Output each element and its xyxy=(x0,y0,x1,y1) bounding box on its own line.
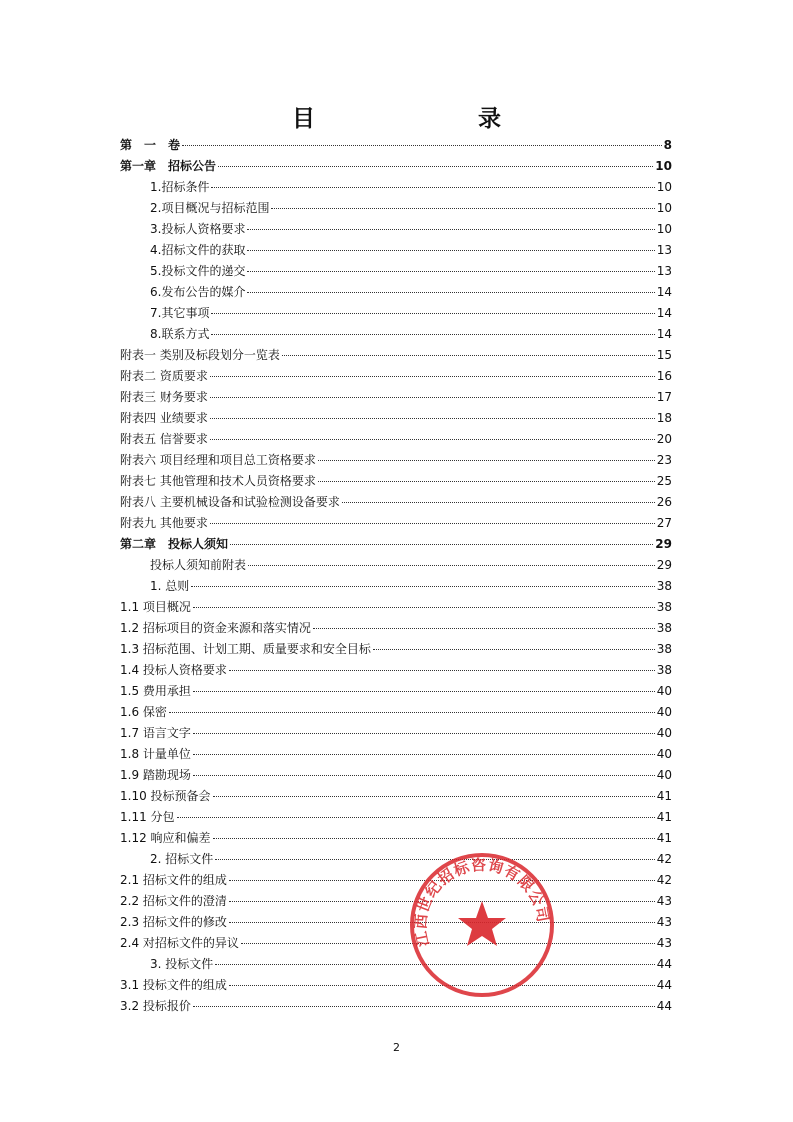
toc-leader-dots xyxy=(193,775,655,776)
toc-entry-page: 13 xyxy=(656,243,672,257)
toc-leader-dots xyxy=(282,355,655,356)
toc-entry[interactable] xyxy=(120,472,672,493)
toc-entry-label: 1.7 语言文字 xyxy=(120,726,191,740)
toc-entry-label: 1.8 计量单位 xyxy=(120,747,191,761)
toc-leader-dots xyxy=(211,334,654,335)
toc-entry-label: 3.2 投标报价 xyxy=(120,999,191,1013)
toc-entry-label: 4.招标文件的获取 xyxy=(150,243,246,257)
toc-entry[interactable] xyxy=(120,850,672,871)
toc-entry[interactable] xyxy=(120,535,672,556)
toc-entry-label: 6.发布公告的媒介 xyxy=(150,285,246,299)
toc-entry-page: 10 xyxy=(656,201,672,215)
toc-entry-label: 1.招标条件 xyxy=(150,180,210,194)
toc-entry[interactable] xyxy=(120,934,672,955)
toc-entry-label: 附表四 业绩要求 xyxy=(120,411,208,425)
toc-entry-label: 3.投标人资格要求 xyxy=(150,222,246,236)
toc-entry-label: 附表六 项目经理和项目总工资格要求 xyxy=(120,453,316,467)
toc-entry-label: 2.3 招标文件的修改 xyxy=(120,915,227,929)
toc-entry[interactable] xyxy=(120,430,672,451)
toc-leader-dots xyxy=(271,208,654,209)
toc-entry[interactable] xyxy=(120,640,672,661)
toc-entry-page: 43 xyxy=(656,894,672,908)
toc-entry-page: 18 xyxy=(656,411,672,425)
toc-entry[interactable] xyxy=(120,178,672,199)
toc-entry-page: 42 xyxy=(656,852,672,866)
toc-entry-label: 1.2 招标项目的资金来源和落实情况 xyxy=(120,621,311,635)
toc-leader-dots xyxy=(230,544,653,545)
toc-entry-page: 13 xyxy=(656,264,672,278)
toc-entry-label: 2.4 对招标文件的异议 xyxy=(120,936,239,950)
toc-leader-dots xyxy=(247,250,654,251)
toc-entry-label: 1.4 投标人资格要求 xyxy=(120,663,227,677)
toc-entry[interactable] xyxy=(120,262,672,283)
toc-entry-label: 3.1 投标文件的组成 xyxy=(120,978,227,992)
toc-entry-label: 1.12 响应和偏差 xyxy=(120,831,211,845)
toc-entry-page: 40 xyxy=(656,684,672,698)
toc-leader-dots xyxy=(211,187,654,188)
toc-entry[interactable] xyxy=(120,346,672,367)
toc-leader-dots xyxy=(229,670,655,671)
toc-entry-page: 41 xyxy=(656,789,672,803)
toc-entry[interactable] xyxy=(120,745,672,766)
toc-entry-label: 附表八 主要机械设备和试验检测设备要求 xyxy=(120,495,340,509)
toc-entry-label: 2.1 招标文件的组成 xyxy=(120,873,227,887)
toc-entry-label: 1.1 项目概况 xyxy=(120,600,191,614)
toc-leader-dots xyxy=(193,1006,655,1007)
toc-entry-page: 15 xyxy=(656,348,672,362)
toc-leader-dots xyxy=(211,313,654,314)
toc-entry[interactable] xyxy=(120,283,672,304)
toc-leader-dots xyxy=(373,649,655,650)
toc-entry[interactable] xyxy=(120,829,672,850)
toc-leader-dots xyxy=(193,691,655,692)
toc-entry-page: 17 xyxy=(656,390,672,404)
toc-entry[interactable] xyxy=(120,598,672,619)
toc-entry-page: 40 xyxy=(656,705,672,719)
toc-entry-page: 38 xyxy=(656,663,672,677)
toc-entry-label: 第二章 投标人须知 xyxy=(120,537,229,551)
toc-entry-page: 27 xyxy=(656,516,672,530)
toc-entry-page: 29 xyxy=(656,558,672,572)
toc-entry-label: 2. 招标文件 xyxy=(150,852,214,866)
toc-entry-page: 20 xyxy=(656,432,672,446)
toc-entry-label: 3. 投标文件 xyxy=(150,957,214,971)
toc-leader-dots xyxy=(210,523,655,524)
toc-entry-label: 1.3 招标范围、计划工期、质量要求和安全目标 xyxy=(120,642,371,656)
toc-entry[interactable] xyxy=(120,325,672,346)
toc-entry-page: 38 xyxy=(656,600,672,614)
toc-entry-label: 投标人须知前附表 xyxy=(150,558,247,572)
toc-entry-label: 8.联系方式 xyxy=(150,327,210,341)
toc-leader-dots xyxy=(191,586,654,587)
page-title: 目 录 xyxy=(292,106,571,132)
toc-entry[interactable] xyxy=(120,682,672,703)
toc-leader-dots xyxy=(342,502,655,503)
toc-entry-page: 44 xyxy=(656,978,672,992)
toc-leader-dots xyxy=(169,712,655,713)
toc-entry[interactable] xyxy=(120,514,672,535)
toc-entry-label: 1.5 费用承担 xyxy=(120,684,191,698)
toc-entry[interactable] xyxy=(120,451,672,472)
toc-entry-page: 40 xyxy=(656,726,672,740)
toc-entry-label: 1.9 踏勘现场 xyxy=(120,768,191,782)
toc-entry[interactable] xyxy=(120,913,672,934)
toc-entry-page: 10 xyxy=(655,159,672,173)
toc-entry-page: 10 xyxy=(656,180,672,194)
toc-entry[interactable] xyxy=(120,304,672,325)
toc-entry-page: 14 xyxy=(656,327,672,341)
toc-leader-dots xyxy=(318,481,655,482)
company-seal xyxy=(408,851,556,999)
toc-entry[interactable] xyxy=(120,724,672,745)
toc-entry-page: 41 xyxy=(656,810,672,824)
toc-entry[interactable] xyxy=(120,997,672,1018)
toc-entry-page: 40 xyxy=(656,768,672,782)
toc-entry-label: 1.10 投标预备会 xyxy=(120,789,211,803)
toc-leader-dots xyxy=(193,733,655,734)
toc-entry-label: 附表七 其他管理和技术人员资格要求 xyxy=(120,474,316,488)
toc-leader-dots xyxy=(318,460,655,461)
toc-entry-page: 14 xyxy=(656,285,672,299)
toc-leader-dots xyxy=(210,397,655,398)
toc-entry-page: 29 xyxy=(655,537,672,551)
table-of-contents xyxy=(120,136,672,1018)
toc-entry[interactable] xyxy=(120,871,672,892)
toc-leader-dots xyxy=(210,439,655,440)
toc-entry[interactable] xyxy=(120,241,672,262)
toc-entry-label: 第 一 卷 xyxy=(120,138,181,152)
toc-entry[interactable] xyxy=(120,661,672,682)
toc-entry[interactable] xyxy=(120,619,672,640)
toc-entry-page: 8 xyxy=(663,138,672,152)
toc-entry[interactable] xyxy=(120,157,672,178)
toc-entry-label: 附表五 信誉要求 xyxy=(120,432,208,446)
toc-entry[interactable] xyxy=(120,577,672,598)
toc-entry-label: 5.投标文件的递交 xyxy=(150,264,246,278)
toc-entry[interactable] xyxy=(120,367,672,388)
toc-entry-label: 1.11 分包 xyxy=(120,810,175,824)
toc-entry-page: 41 xyxy=(656,831,672,845)
toc-entry-page: 23 xyxy=(656,453,672,467)
toc-entry-page: 38 xyxy=(656,621,672,635)
toc-entry-page: 16 xyxy=(656,369,672,383)
toc-entry[interactable] xyxy=(120,409,672,430)
toc-entry[interactable] xyxy=(120,703,672,724)
toc-entry-page: 44 xyxy=(656,957,672,971)
toc-entry-page: 40 xyxy=(656,747,672,761)
toc-entry-label: 附表二 资质要求 xyxy=(120,369,208,383)
toc-entry-page: 10 xyxy=(656,222,672,236)
toc-entry-label: 附表三 财务要求 xyxy=(120,390,208,404)
toc-entry-label: 附表九 其他要求 xyxy=(120,516,208,530)
toc-entry-page: 44 xyxy=(656,999,672,1013)
toc-entry-page: 43 xyxy=(656,936,672,950)
toc-entry-page: 14 xyxy=(656,306,672,320)
toc-entry-label: 1.6 保密 xyxy=(120,705,167,719)
toc-leader-dots xyxy=(210,376,655,377)
toc-leader-dots xyxy=(193,754,655,755)
toc-entry-label: 第一章 招标公告 xyxy=(120,159,217,173)
toc-entry-page: 38 xyxy=(656,642,672,656)
toc-entry-page: 42 xyxy=(656,873,672,887)
toc-leader-dots xyxy=(313,628,655,629)
toc-entry[interactable] xyxy=(120,787,672,808)
toc-entry[interactable] xyxy=(120,955,672,976)
toc-entry-label: 附表一 类别及标段划分一览表 xyxy=(120,348,280,362)
toc-entry-label: 2.项目概况与招标范围 xyxy=(150,201,270,215)
toc-entry[interactable] xyxy=(120,199,672,220)
toc-entry[interactable] xyxy=(120,892,672,913)
toc-entry-page: 38 xyxy=(656,579,672,593)
toc-leader-dots xyxy=(247,229,654,230)
toc-entry[interactable] xyxy=(120,388,672,409)
toc-entry-label: 2.2 招标文件的澄清 xyxy=(120,894,227,908)
toc-entry[interactable] xyxy=(120,976,672,997)
toc-leader-dots xyxy=(193,607,655,608)
star-icon xyxy=(458,901,506,946)
toc-entry[interactable] xyxy=(120,808,672,829)
toc-leader-dots xyxy=(182,145,662,146)
toc-entry-page: 43 xyxy=(656,915,672,929)
toc-entry-page: 25 xyxy=(656,474,672,488)
seal-text: 江西世纪招标咨询有限公司 xyxy=(411,855,553,949)
toc-entry[interactable] xyxy=(120,556,672,577)
page-number: 2 xyxy=(393,1041,400,1054)
toc-leader-dots xyxy=(177,817,655,818)
toc-entry[interactable] xyxy=(120,766,672,787)
toc-entry[interactable] xyxy=(120,493,672,514)
toc-leader-dots xyxy=(248,565,655,566)
toc-leader-dots xyxy=(247,271,654,272)
toc-leader-dots xyxy=(213,796,655,797)
toc-entry[interactable] xyxy=(120,220,672,241)
toc-entry-page: 26 xyxy=(656,495,672,509)
toc-leader-dots xyxy=(247,292,654,293)
toc-entry-label: 1. 总则 xyxy=(150,579,190,593)
toc-leader-dots xyxy=(218,166,653,167)
toc-leader-dots xyxy=(213,838,655,839)
toc-entry-label: 7.其它事项 xyxy=(150,306,210,320)
toc-entry[interactable] xyxy=(120,136,672,157)
toc-leader-dots xyxy=(210,418,655,419)
